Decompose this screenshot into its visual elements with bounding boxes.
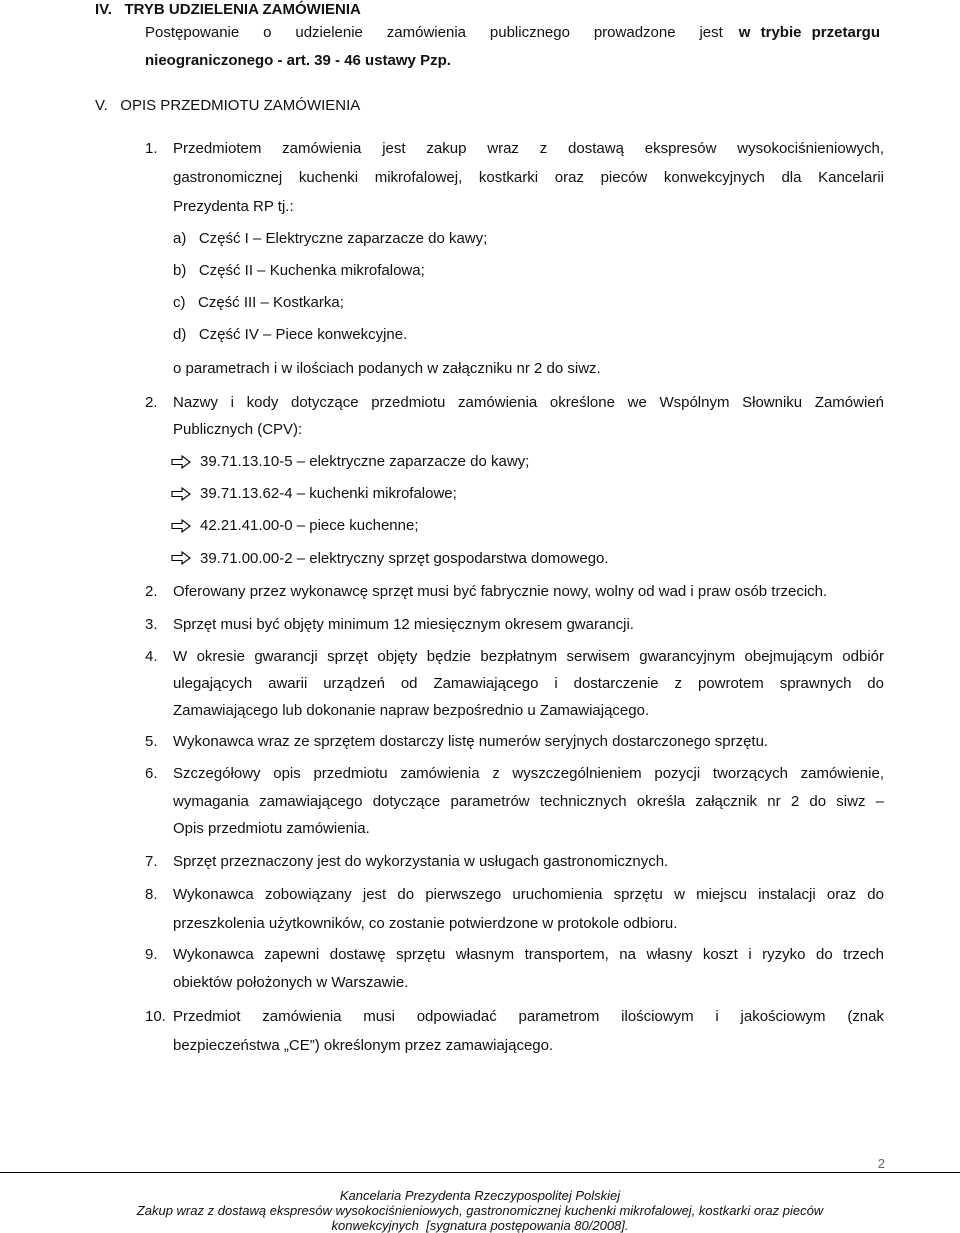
item-8-line2: przeszkolenia użytkowników, co zostanie potwierdzone w protokole odbioru. xyxy=(173,915,678,932)
item-10-line2: bezpieczeństwa „CE”) określonym przez zamawiającego. xyxy=(173,1037,554,1054)
arrow-right-icon xyxy=(171,519,191,533)
cpv-code-2: 39.71.13.62-4 – kuchenki mikrofalowe; xyxy=(200,485,457,502)
item-4-line1: W okresie gwarancji sprzęt objęty będzie bezpłatnym serwisem gwarancyjnym obejmującym odbiór xyxy=(173,648,884,665)
item-4-line3: Zamawiającego lub dokonanie napraw bezpośrednio u Zamawiającego. xyxy=(173,702,650,719)
item-1-line2: gastronomicznej kuchenki mikrofalowej, kostkarki oraz pieców konwekcyjnych dla Kancelarii xyxy=(173,169,884,186)
cpv-code-3: 42.21.41.00-0 – piece kuchenne; xyxy=(200,517,419,534)
item-9-line2: obiektów położonych w Warszawie. xyxy=(173,974,409,991)
section-iv-heading: IV. TRYB UDZIELENIA ZAMÓWIENIA xyxy=(95,1,361,18)
cpv-code-4: 39.71.00.00-2 – elektryczny sprzęt gospodarstwa domowego. xyxy=(200,550,609,567)
item-4-line2: ulegających awarii urządzeń od Zamawiającego i dostarczenie z powrotem sprawnych do xyxy=(173,675,884,692)
part-b: b) Część II – Kuchenka mikrofalowa; xyxy=(173,262,425,279)
footer-organization: Kancelaria Prezydenta Rzeczypospolitej Polskiej xyxy=(339,1188,621,1203)
procedure-mode-bold: w trybie przetargu xyxy=(738,24,880,41)
cpv-code-1: 39.71.13.10-5 – elektryczne zaparzacze do kawy; xyxy=(200,453,530,470)
footer-divider xyxy=(0,1172,960,1173)
item-9-line1: Wykonawca zapewni dostawę sprzętu własnym transportem, na własny koszt i ryzyko do trzech xyxy=(173,946,884,963)
part-a: a) Część I – Elektryczne zaparzacze do kawy; xyxy=(173,230,488,247)
item-10-number: 10. xyxy=(145,1008,166,1025)
item-4-number: 4. xyxy=(145,648,158,665)
item-8-line1: Wykonawca zobowiązany jest do pierwszego uruchomienia sprzętu w miejscu instalacji oraz do xyxy=(173,886,884,903)
item-1-number: 1. xyxy=(145,140,158,157)
arrow-right-icon xyxy=(171,455,191,469)
item-5-number: 5. xyxy=(145,733,158,750)
procedure-basis: nieograniczonego - art. 39 - 46 ustawy Pzp. xyxy=(145,52,451,69)
item-3-number: 3. xyxy=(145,616,158,633)
part-c: c) Część III – Kostkarka; xyxy=(173,294,344,311)
item-6-line3: Opis przedmiotu zamówienia. xyxy=(173,820,370,837)
item-2b-text: Oferowany przez wykonawcę sprzęt musi być fabrycznie nowy, wolny od wad i praw osób trzecich. xyxy=(173,583,828,600)
item-2-number: 2. xyxy=(145,394,158,411)
item-9-number: 9. xyxy=(145,946,158,963)
item-2-line2: Publicznych (CPV): xyxy=(173,421,303,438)
item-6-line1: Szczegółowy opis przedmiotu zamówienia z wyszczególnieniem pozycji tworzących zamówienie, xyxy=(173,765,884,782)
page-number: 2 xyxy=(877,1156,885,1171)
item-1-closing: o parametrach i w ilościach podanych w załączniku nr 2 do siwz. xyxy=(173,360,601,377)
procedure-text: Postępowanie o udzielenie zamówienia publicznego prowadzone jest xyxy=(145,24,723,41)
item-2-line1: Nazwy i kody dotyczące przedmiotu zamówienia określone we Wspólnym Słowniku Zamówień xyxy=(173,394,884,411)
arrow-right-icon xyxy=(171,487,191,501)
part-d: d) Część IV – Piece konwekcyjne. xyxy=(173,326,408,343)
section-v-heading: V. OPIS PRZEDMIOTU ZAMÓWIENIA xyxy=(95,97,361,114)
item-8-number: 8. xyxy=(145,886,158,903)
item-1-line3: Prezydenta RP tj.: xyxy=(173,198,294,215)
item-2b-number: 2. xyxy=(145,583,158,600)
item-6-line2: wymagania zamawiającego dotyczące parametrów technicznych określa załącznik nr 2 do siwz – xyxy=(173,793,884,810)
item-5-text: Wykonawca wraz ze sprzętem dostarczy listę numerów seryjnych dostarczonego sprzętu. xyxy=(173,733,769,750)
arrow-right-icon xyxy=(171,551,191,565)
item-1-line1: Przedmiotem zamówienia jest zakup wraz z dostawą ekspresów wysokociśnieniowych, xyxy=(173,140,884,157)
item-7-number: 7. xyxy=(145,853,158,870)
section-iv-line1 xyxy=(145,24,880,42)
item-3-text: Sprzęt musi być objęty minimum 12 miesięcznym okresem gwarancji. xyxy=(173,616,634,633)
footer-subject: Zakup wraz z dostawą ekspresów wysokociśnieniowych, gastronomicznej kuchenki mikrofalowej, kostkarki oraz pieców xyxy=(136,1203,824,1218)
item-7-text: Sprzęt przeznaczony jest do wykorzystania w usługach gastronomicznych. xyxy=(173,853,669,870)
footer-signature: konwekcyjnych [sygnatura postępowania 80/2008]. xyxy=(331,1218,629,1233)
item-10-line1: Przedmiot zamówienia musi odpowiadać parametrom ilościowym i jakościowym (znak xyxy=(173,1008,884,1025)
item-6-number: 6. xyxy=(145,765,158,782)
